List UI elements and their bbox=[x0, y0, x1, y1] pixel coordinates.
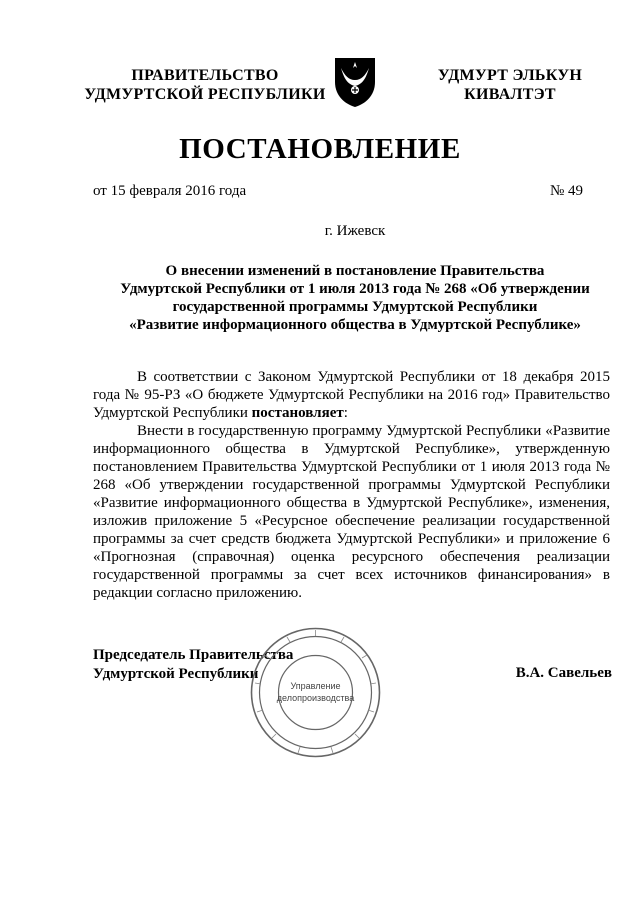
document-city: г. Ижевск bbox=[324, 223, 386, 239]
stamp-text-line1: Управление bbox=[290, 681, 341, 691]
paragraph-text: В соответствии с Законом Удмуртской Республики от 18 декабря 2015 года № 95-РЗ «О бюджете Удмуртской Республики на 2016 год» Правительство Удмуртской Республики bbox=[93, 369, 610, 421]
decree-keyword: постановляет bbox=[251, 405, 344, 421]
body-paragraph-2: Внести в государственную программу Удмуртской Республики «Развитие информационного общества в Удмуртской Республике», утвержденную постановлением Правительства Удмуртской Республики от 1 июля 2013 года № 268 «Об утверждении государственной программы Удмуртской Республики «Развитие информационного общества в Удмуртской Республике», изменения, изложив приложение 5 «Ресурсное обеспечение реализации государственной программы за счет средств бюджета Удмуртской Республики» и приложение 6 «Прогнозная (справочная) оценка ресурсного обеспечения реализации государственной программы за счет всех источников финансирования» в редакции согласно приложению. bbox=[93, 423, 610, 601]
office-stamp bbox=[248, 625, 383, 760]
document-number: № 49 bbox=[549, 183, 583, 199]
header-right-line1: УДМУРТ ЭЛЬКУН bbox=[437, 67, 583, 84]
header-right-line2: КИВАЛТЭТ bbox=[464, 86, 556, 103]
document-title: ПОСТАНОВЛЕНИЕ bbox=[179, 133, 461, 165]
header-right bbox=[410, 66, 610, 104]
subject-line: Удмуртской Республики от 1 июля 2013 года № 268 «Об утверждении bbox=[120, 281, 590, 297]
document-body bbox=[93, 368, 610, 602]
position-line: Председатель Правительства bbox=[93, 647, 294, 663]
stamp-text-line2: делопроизводства bbox=[276, 693, 355, 703]
subject-line: государственной программы Удмуртской Республики bbox=[172, 299, 538, 315]
signatory-name: В.А. Савельев bbox=[515, 665, 612, 681]
body-paragraph-1 bbox=[93, 368, 610, 422]
document-date: от 15 февраля 2016 года bbox=[93, 183, 247, 199]
coat-of-arms-emblem bbox=[333, 56, 377, 108]
subject-line: «Развитие информационного общества в Удмуртской Республике» bbox=[129, 317, 581, 333]
document-subject bbox=[100, 262, 610, 334]
subject-line: О внесении изменений в постановление Правительства bbox=[165, 263, 545, 279]
position-line: Удмуртской Республики bbox=[93, 666, 259, 682]
header-left-line1: ПРАВИТЕЛЬСТВО bbox=[131, 67, 279, 84]
header-left bbox=[70, 66, 340, 104]
paragraph-colon: : bbox=[343, 405, 348, 421]
header-left-line2: УДМУРТСКОЙ РЕСПУБЛИКИ bbox=[84, 86, 326, 103]
